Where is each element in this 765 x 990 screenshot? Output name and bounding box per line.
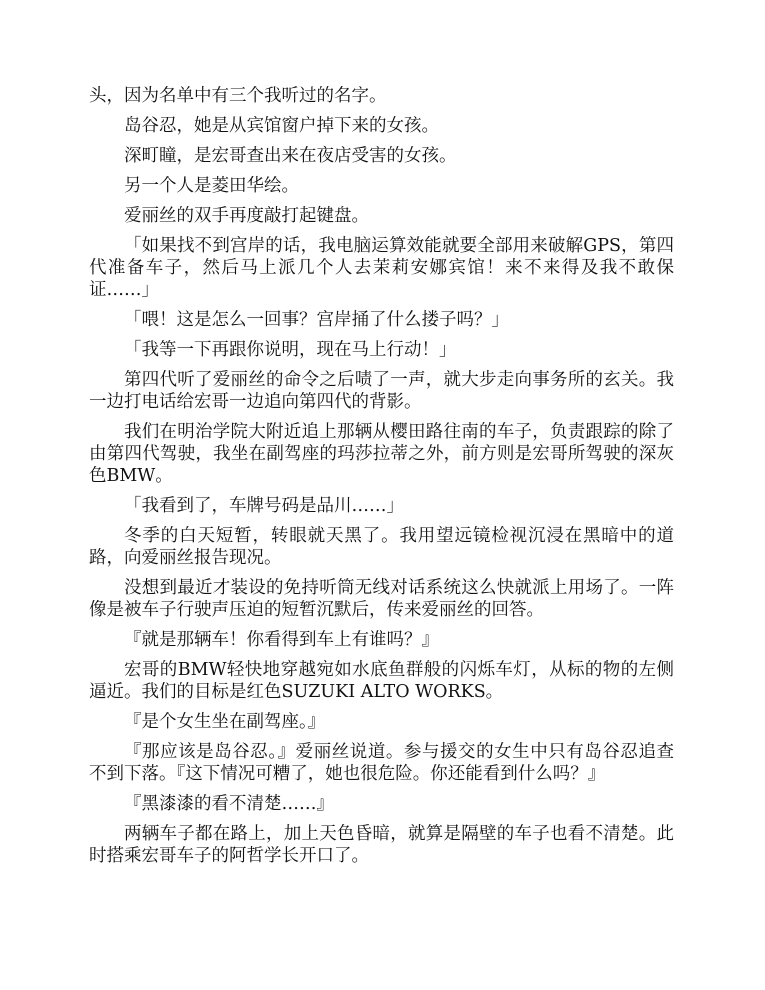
paragraph: 「我看到了，车牌号码是品川……」 [124, 496, 404, 516]
paragraph: 『那应该是岛谷忍。』爱丽丝说道。参与援交的女生中只有岛谷忍追查不到下落。『这下情况可糟了，她也很危险。你还能看到什么吗？』 [89, 742, 674, 784]
paragraph: 岛谷忍，她是从宾馆窗户掉下来的女孩。 [124, 116, 439, 136]
paragraph: 我们在明治学院大附近追上那辆从樱田路往南的车子，负责跟踪的除了由第四代驾驶，我坐在副驾座的玛莎拉蒂之外，前方则是宏哥所驾驶的深灰色BMW。 [89, 422, 674, 486]
paragraph: 『是个女生坐在副驾座。』 [124, 712, 326, 732]
paragraph: 「我等一下再跟你说明，现在马上行动！」 [124, 340, 457, 360]
paragraph: 『就是那辆车！你看得到车上有谁吗？』 [124, 630, 439, 650]
book-page [89, 85, 674, 875]
paragraph: 「喂！这是怎么一回事？宫岸捅了什么搂子吗？」 [124, 310, 509, 330]
paragraph: 第四代听了爱丽丝的命令之后啧了一声，就大步走向事务所的玄关。我一边打电话给宏哥一边追向第四代的背影。 [89, 370, 674, 412]
paragraph: 两辆车子都在路上，加上天色昏暗，就算是隔壁的车子也看不清楚。此时搭乘宏哥车子的阿哲学长开口了。 [89, 824, 674, 866]
paragraph: 头，因为名单中有三个我听过的名字。 [89, 86, 387, 106]
paragraph: 『黑漆漆的看不清楚……』 [124, 794, 334, 814]
paragraph: 宏哥的BMW轻快地穿越宛如水底鱼群般的闪烁车灯，从标的物的左侧逼近。我们的目标是红色SUZUKI ALTO WORKS。 [89, 660, 674, 702]
paragraph: 另一个人是菱田华绘。 [124, 176, 299, 196]
paragraph: 「如果找不到宫岸的话，我电脑运算效能就要全部用来破解GPS，第四代准备车子，然后马上派几个人去茉莉安娜宾馆！来不来得及我不敢保证……」 [89, 236, 674, 300]
paragraph: 没想到最近才装设的免持听筒无线对话系统这么快就派上用场了。一阵像是被车子行驶声压迫的短暂沉默后，传来爱丽丝的回答。 [89, 578, 674, 620]
paragraph: 冬季的白天短暂，转眼就天黑了。我用望远镜检视沉浸在黑暗中的道路，向爱丽丝报告现况。 [89, 526, 674, 568]
paragraph: 深町瞳，是宏哥查出来在夜店受害的女孩。 [124, 146, 457, 166]
paragraph: 爱丽丝的双手再度敲打起键盘。 [124, 206, 369, 226]
